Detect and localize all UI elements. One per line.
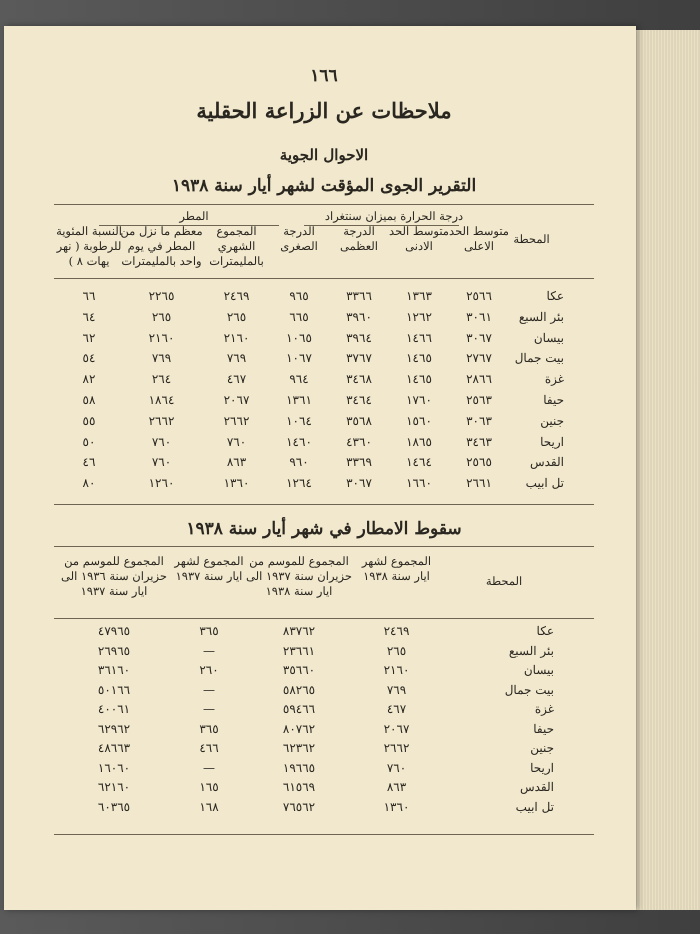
table-row — [4, 644, 644, 664]
table-cell: ٢٦٦١ — [466, 476, 492, 491]
table1-group-rain: المطر — [179, 209, 209, 223]
table-row — [4, 455, 644, 475]
table-cell: ٨٣٧٦٢ — [282, 624, 316, 638]
table-cell: ١٢٦٢ — [406, 309, 432, 324]
table-cell: ٣٣٦٩ — [346, 455, 372, 470]
table-cell: ٧٦٩ — [226, 351, 247, 366]
station-name: القدس — [519, 780, 554, 794]
table-row — [4, 741, 644, 761]
table2-title: سقوط الامطار في شهر أيار سنة ١٩٣٨ — [186, 519, 462, 539]
table-cell: ٥٠١٦٦ — [97, 682, 131, 697]
table-cell: ٢٦٦٢ — [148, 413, 175, 428]
table-cell: ٤٦ — [82, 455, 96, 470]
station-name: عكا — [546, 289, 564, 303]
station-name: بيسان — [533, 330, 564, 345]
table-cell: ٣٥٦٦٠ — [282, 663, 316, 677]
page-number: ١٦٦ — [310, 66, 338, 86]
table-cell: — — [203, 643, 215, 658]
station-name: بيسان — [523, 663, 554, 677]
table-cell: ٨٦٣ — [386, 780, 407, 794]
table-row — [4, 702, 644, 722]
table-cell: ٢٦٤ — [151, 372, 172, 387]
table-cell: ٣٠٦٣ — [466, 413, 492, 428]
table-cell: ٢٦٥ — [226, 309, 247, 324]
table-cell: ٦٦٥ — [289, 309, 309, 324]
table-cell: ١٠٦٧ — [286, 351, 312, 366]
table-cell: ٢٦٦٢ — [223, 413, 250, 428]
table-row — [4, 372, 644, 392]
table-cell: ٦٢٣٦٢ — [282, 741, 316, 755]
table-cell: ١٦٠٦٠ — [97, 760, 131, 775]
t1-h-humidity: النسبة المئوية للرطوبة ( نهر يهات ٨ ) — [56, 224, 122, 268]
table-row — [4, 722, 644, 742]
station-name: حيفا — [543, 393, 564, 407]
table-cell: ١٤٦٥ — [406, 372, 432, 387]
table-cell: ٥٠ — [82, 434, 96, 449]
table-cell: ٤٦٧ — [226, 372, 247, 387]
table-cell: ٧٦٠ — [151, 434, 172, 449]
table-row — [4, 289, 644, 309]
table-cell: ٧٦٥٦٢ — [282, 799, 316, 814]
table-cell: ٢٦٥ — [386, 643, 407, 658]
table1-title: التقرير الجوى المؤقت لشهر أيار سنة ١٩٣٨ — [171, 176, 477, 196]
table-cell: ٧٦٩ — [386, 682, 407, 697]
t1-h-lowest: الدرجة الصغرى — [280, 224, 318, 253]
table-cell: ٢٦٥ — [151, 309, 172, 324]
t1-h-max-daily: معظم ما نزل من المطر في يوم واحد بالمليمترات — [120, 224, 203, 268]
table-cell: ٢٣٦٦١ — [282, 643, 316, 658]
table-cell: ٦٢ — [82, 330, 96, 345]
table-cell: ١٢٦٤ — [286, 476, 312, 491]
table-cell: ٧٦٠ — [386, 760, 407, 775]
table-cell: ٤٨٦٦٣ — [97, 741, 131, 755]
table-cell: ١٤٦٠ — [286, 434, 312, 449]
table-cell: ٣٤٦٤ — [346, 393, 372, 407]
table-cell: — — [203, 682, 215, 697]
table-row — [4, 624, 644, 644]
table-cell: ١٣٦٠ — [223, 476, 250, 491]
table-cell: ٢٠٦٧ — [223, 393, 250, 407]
station-name: بئر السبع — [508, 643, 554, 658]
table-cell: ٢٢٦٥ — [148, 289, 175, 303]
table-cell: ٨٢ — [82, 372, 96, 387]
station-name: بيت جمال — [514, 351, 564, 366]
table-cell: ٢٥٦٥ — [466, 455, 492, 470]
table-cell: ٧٦٠ — [226, 434, 247, 449]
table-cell: ٣٠٦١ — [466, 309, 492, 324]
table-cell: ٣٤٦٣ — [466, 434, 492, 449]
table-cell: ١٥٦٠ — [406, 413, 432, 428]
table-cell: ٣٦٥ — [199, 624, 219, 638]
table-cell: ٣٣٦٦ — [346, 289, 372, 303]
table-cell: ٤٧٩٦٥ — [97, 624, 131, 638]
table-cell: ٢٥٦٦ — [466, 289, 492, 303]
table-cell: ١٦٥ — [199, 780, 219, 794]
table-cell: ١٠٦٥ — [286, 330, 312, 345]
table-cell: ١٤٦٦ — [406, 330, 432, 345]
table-cell: ٤٦٧ — [386, 702, 407, 716]
table-row — [4, 663, 644, 683]
table-cell: ١٤٦٥ — [406, 351, 432, 366]
table-cell: ٢١٦٠ — [223, 330, 250, 345]
table-cell: ٣٠٦٧ — [466, 330, 492, 345]
table-cell: ١٦٨ — [199, 799, 219, 814]
table-cell: ٣٥٦٨ — [346, 413, 372, 428]
table2-bottom-rule — [54, 834, 594, 835]
table-cell: ١٨٦٤ — [148, 393, 175, 407]
table-cell: ٢٦٠ — [199, 663, 219, 677]
table-cell: ١٣٦٠ — [383, 799, 410, 814]
station-name: اريحا — [530, 760, 554, 775]
table-row — [4, 476, 644, 496]
table2-header-rule — [54, 618, 594, 619]
station-name: غزة — [544, 372, 564, 387]
book-page — [4, 26, 636, 910]
t1-h-station: المحطة — [513, 232, 550, 246]
table-row — [4, 310, 644, 330]
t2-h-season-total: المجموع للموسم من حزيران سنة ١٩٣٧ الى ايار سنة ١٩٣٨ — [246, 554, 352, 598]
station-name: بيت جمال — [504, 682, 554, 697]
table-row — [4, 800, 644, 820]
station-name: غزة — [534, 702, 554, 716]
t1-h-max-avg: متوسط الحد الاعلى — [449, 224, 509, 253]
table-cell: ٤٠٠٦١ — [97, 702, 131, 716]
table-cell: ٢١٦٠ — [148, 330, 175, 345]
table-cell: ٢٤٦٩ — [223, 289, 250, 303]
table-row — [4, 393, 644, 413]
table-cell: ٥٨ — [82, 393, 96, 407]
table-cell: ٢٠٦٧ — [383, 721, 410, 736]
table-cell: ٥٥ — [82, 413, 96, 428]
table-cell: ١٤٦٤ — [406, 455, 432, 470]
table-cell: ٩٦٥ — [289, 289, 309, 303]
table-row — [4, 414, 644, 434]
t1-h-monthly-total: المجموع الشهري بالمليمترات — [209, 224, 264, 268]
table-cell: ٣٦٥ — [199, 721, 219, 736]
station-name: القدس — [529, 455, 564, 470]
table-cell: ٤٦٦ — [199, 741, 219, 755]
table-cell: ٤٣٦٠ — [346, 434, 372, 449]
table1-group-temp: درجة الحرارة بميزان سنتغراد — [324, 209, 464, 223]
table-row — [4, 331, 644, 351]
table-cell: ٦٤ — [82, 309, 96, 324]
table-cell: ١٧٦٠ — [406, 393, 432, 407]
table-cell: ١٩٦٦٥ — [282, 760, 316, 775]
section-title: ملاحظات عن الزراعة الحقلية — [196, 98, 452, 123]
table-cell: ١٢٦٠ — [148, 476, 175, 491]
table-cell: ٦٦ — [82, 289, 96, 303]
station-name: اريحا — [540, 434, 564, 449]
table-cell: ٢٤٦٩ — [383, 624, 410, 638]
table-cell: ٣٠٦٧ — [346, 476, 372, 491]
table-cell: ١٠٦٤ — [286, 413, 312, 428]
station-name: تل ابيب — [525, 476, 564, 491]
station-name: جنين — [530, 741, 554, 755]
table-cell: ٢٧٦٧ — [466, 351, 492, 366]
station-name: تل ابيب — [515, 799, 554, 814]
table-cell: ٦٠٣٦٥ — [97, 799, 131, 814]
t2-h-month-total-prev: المجموع لشهر ايار سنة ١٩٣٧ — [174, 554, 244, 583]
table-cell: ٢٨٦٦ — [466, 372, 492, 387]
table1-bottom-rule — [54, 504, 594, 505]
table-cell: ١٣٦٣ — [406, 289, 432, 303]
table-cell: ٥٤ — [82, 351, 96, 366]
table-row — [4, 351, 644, 371]
station-name: عكا — [536, 624, 554, 638]
t2-h-month-total: المجموع لشهر ايار سنة ١٩٣٨ — [361, 554, 432, 583]
station-name: جنين — [540, 413, 564, 428]
table-row — [4, 761, 644, 781]
t1-h-min-avg: متوسط الحد الادنى — [389, 224, 449, 253]
table-cell: ١٦٦٠ — [406, 476, 432, 491]
table-cell: ٢٦٦٢ — [383, 741, 410, 755]
table-cell: ٣٩٦٠ — [346, 309, 372, 324]
table-cell: ٦٢٩٦٢ — [97, 721, 131, 736]
table-cell: ٧٦٩ — [151, 351, 172, 366]
table-cell: ٦٢١٦٠ — [97, 780, 131, 794]
table-cell: — — [203, 702, 215, 716]
station-name: حيفا — [533, 721, 554, 736]
table-cell: ٨٠ — [82, 476, 96, 491]
subtitle: الاحوال الجوية — [279, 146, 369, 164]
table-row — [4, 683, 644, 703]
t1-h-highest: الدرجة العظمى — [340, 224, 378, 253]
table-cell: ٣٤٦٨ — [346, 372, 372, 387]
table-cell: ١٣٦١ — [286, 393, 312, 407]
station-name: بئر السبع — [518, 309, 564, 324]
table2-top-rule — [54, 546, 594, 547]
t2-h-season-total-prev: المجموع للموسم من حزيران سنة ١٩٣٦ الى ايار سنة ١٩٣٧ — [61, 554, 167, 598]
table-cell: ٨٠٧٦٢ — [282, 721, 316, 736]
table-cell: ٧٦٠ — [151, 455, 172, 470]
table-cell: ٣٧٦٧ — [346, 351, 372, 366]
table-cell: ٢٥٦٣ — [466, 393, 492, 407]
table-row — [4, 780, 644, 800]
table-cell: ٥٩٤٦٦ — [282, 702, 316, 716]
t2-h-station: المحطة — [485, 574, 523, 588]
table-cell: ٢٦٩٦٥ — [97, 643, 131, 658]
table-cell: ٨٦٣ — [226, 455, 247, 470]
table1-top-rule — [54, 204, 594, 205]
table-cell: ٥٨٢٦٥ — [282, 682, 316, 697]
table-cell: ٢١٦٠ — [383, 663, 410, 677]
table-cell: ٩٦٠ — [289, 455, 309, 470]
table1-header-rule — [54, 278, 594, 279]
table-cell: ٦١٥٦٩ — [282, 780, 316, 794]
table-cell: — — [203, 760, 215, 775]
table-cell: ٣٦١٦٠ — [97, 663, 131, 677]
table-row — [4, 435, 644, 455]
table-cell: ٣٩٦٤ — [346, 330, 372, 345]
table-cell: ١٨٦٥ — [406, 434, 432, 449]
table-cell: ٩٦٤ — [289, 372, 309, 387]
